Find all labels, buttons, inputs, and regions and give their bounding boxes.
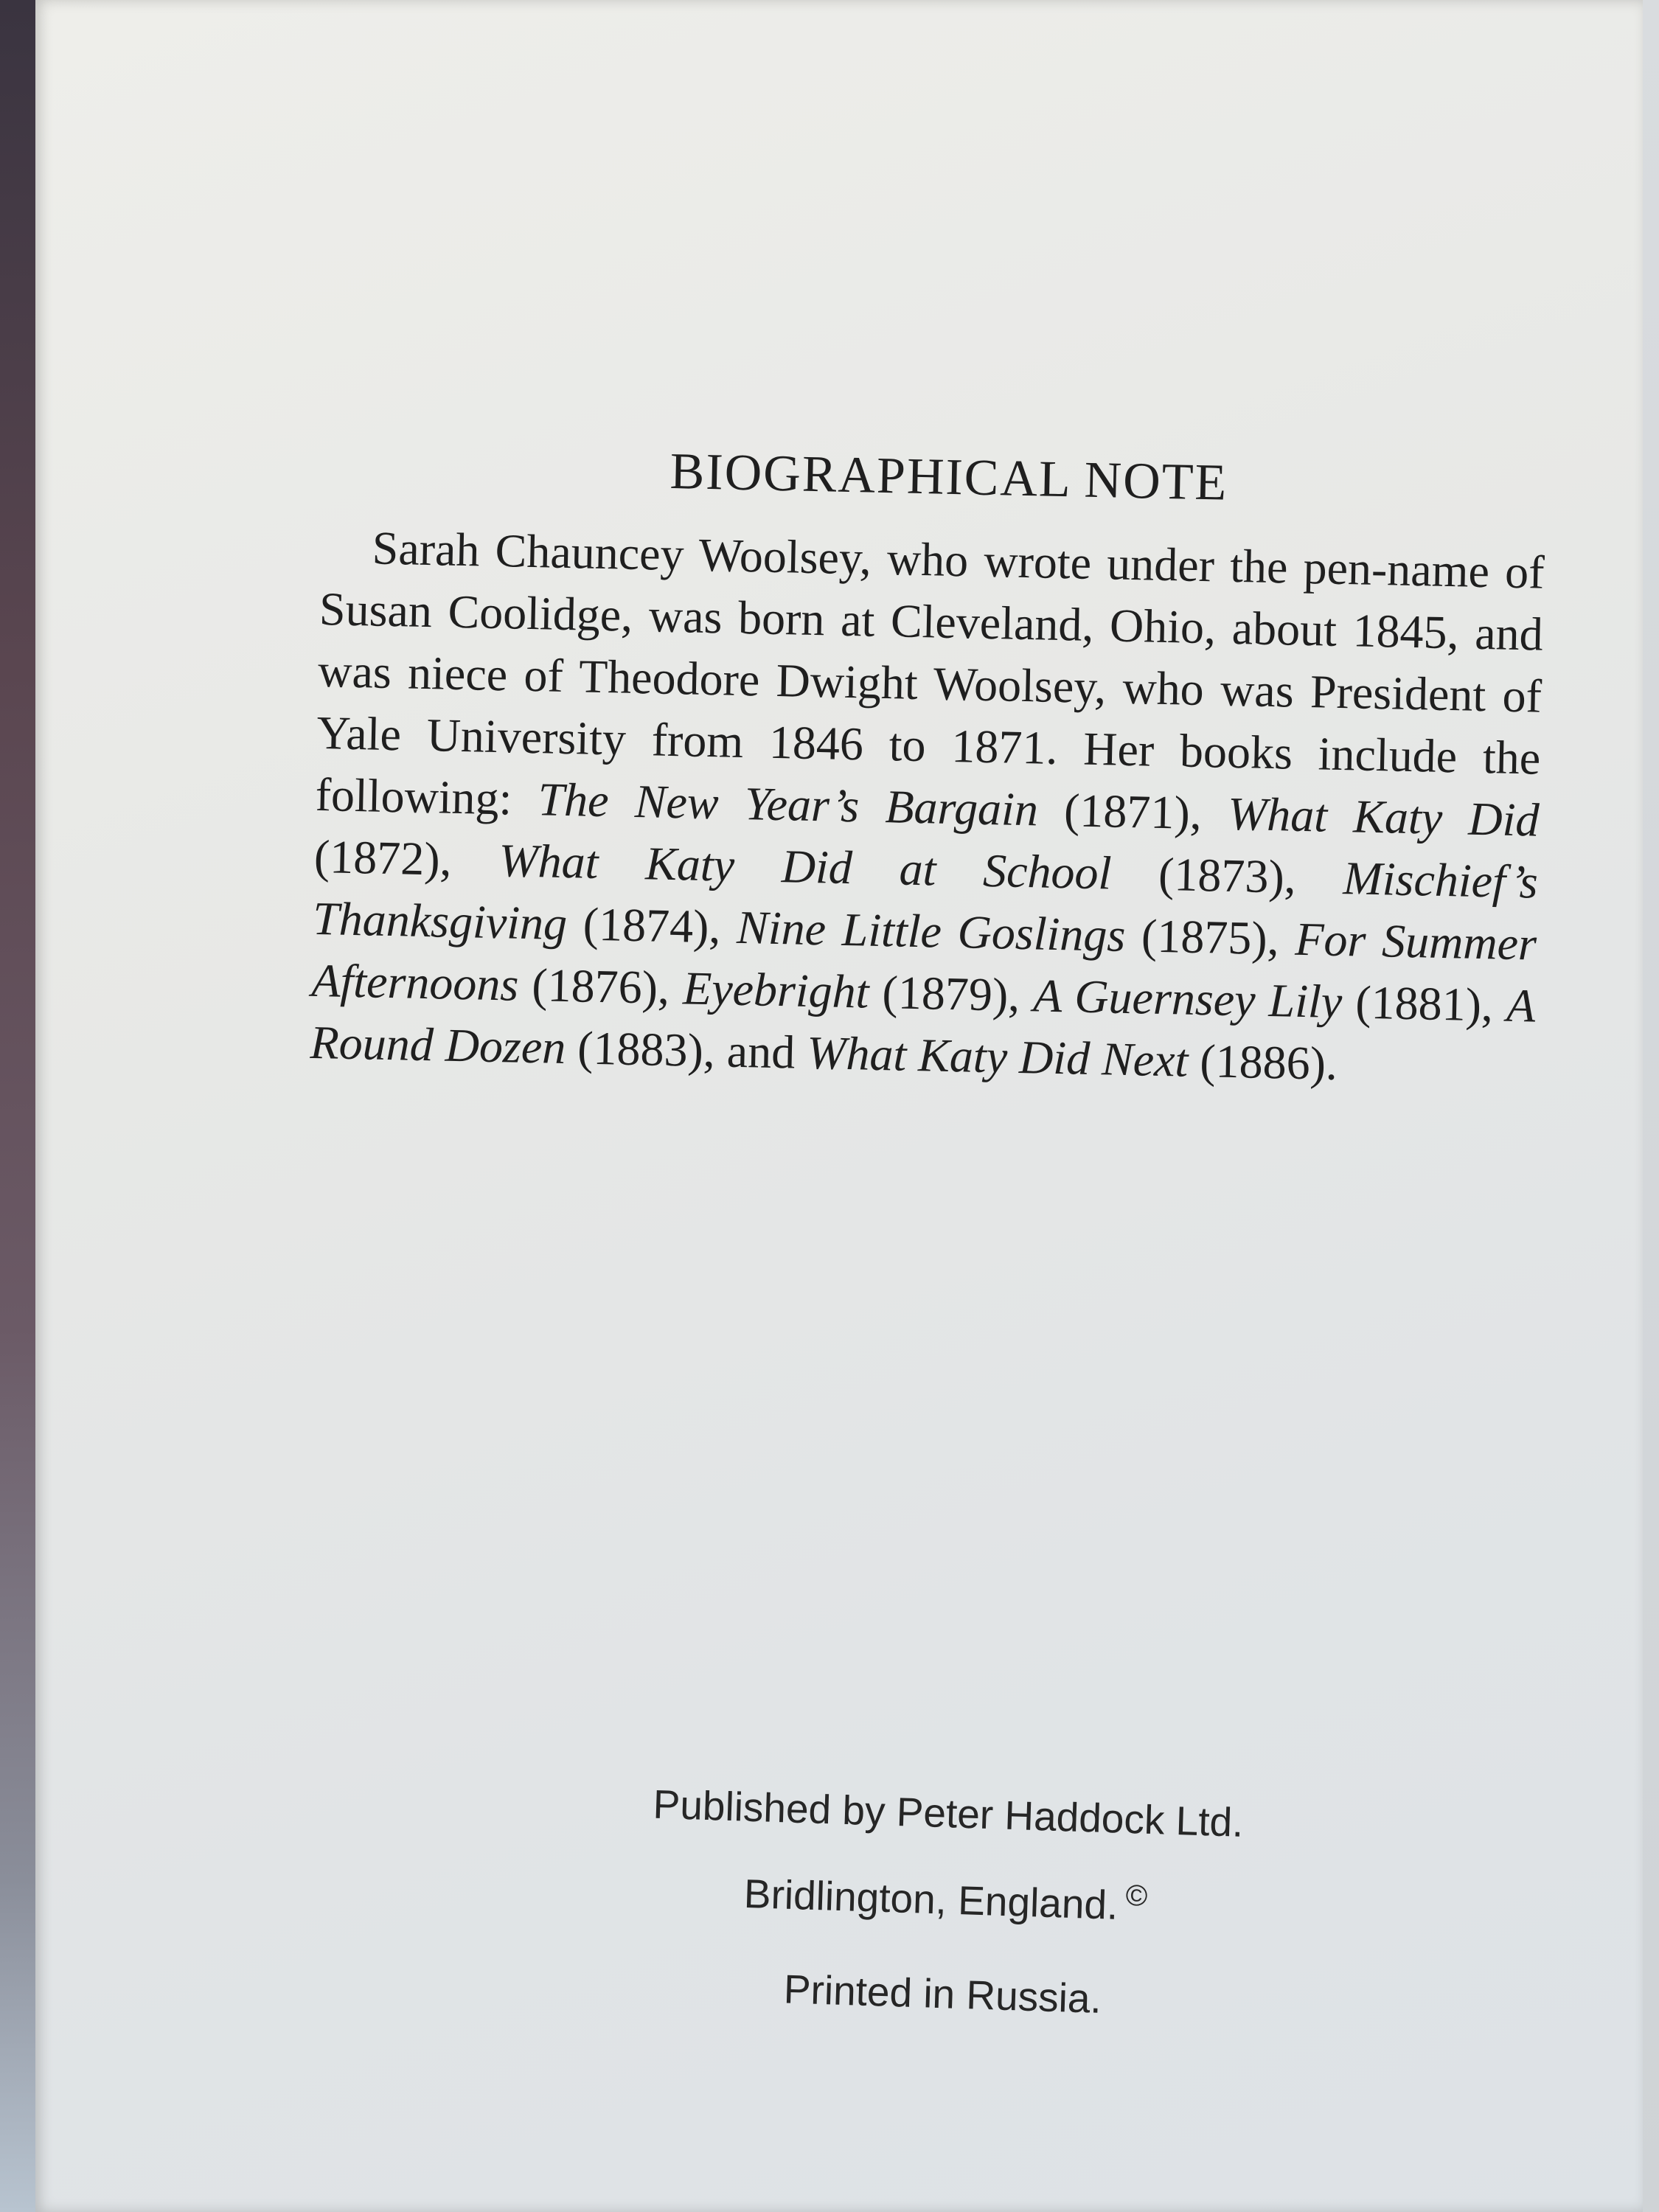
book-separator: , and xyxy=(703,1023,808,1079)
book-separator: , xyxy=(657,961,684,1015)
book-title: A Round Dozen xyxy=(310,978,1536,1074)
biography-intro: Sarah Chauncey Woolsey, who wrote under the pen-name of Susan Coolidge, was born at Cleveland, Ohio, about 1845, and was niece of Theodore Dwight Woolsey, who was President of Yale University from 1846 to 1871. Her books include the following: xyxy=(315,521,1545,826)
book-year: (1883) xyxy=(565,1021,704,1077)
page-heading: BIOGRAPHICAL NOTE xyxy=(669,442,1229,512)
book-year: (1875) xyxy=(1124,908,1268,964)
book-title: Mischief’s Thanksgiving xyxy=(312,852,1539,950)
book-separator: , xyxy=(439,832,500,887)
book-title: What Katy Did at School xyxy=(498,834,1113,900)
book-year: (1872) xyxy=(313,830,441,886)
publisher-imprint xyxy=(536,1762,1354,2045)
biography-paragraph xyxy=(310,516,1545,1099)
publisher-line: Published by Peter Haddock Ltd. xyxy=(652,1781,1245,1846)
book-title: Eyebright xyxy=(682,961,870,1018)
book-separator: , xyxy=(708,900,737,953)
book-year: (1886) xyxy=(1187,1034,1326,1090)
book-title: What Katy Did xyxy=(1227,787,1540,846)
copyright-symbol: © xyxy=(1125,1879,1148,1913)
book-separator: , xyxy=(1284,850,1344,905)
book-year: (1874) xyxy=(566,897,710,953)
book-separator: , xyxy=(1189,786,1228,840)
book-title: For Summer Afternoons xyxy=(310,912,1537,1011)
book-separator: , xyxy=(1266,911,1296,965)
book-year: (1873) xyxy=(1110,846,1285,903)
book-year: (1881) xyxy=(1341,975,1482,1032)
book-title: A Guernsey Lily xyxy=(1032,969,1343,1029)
book-title: What Katy Did Next xyxy=(806,1026,1189,1087)
biographical-note xyxy=(310,435,1547,1099)
location-text: Bridlington, England. xyxy=(743,1870,1119,1928)
book-separator: . xyxy=(1325,1037,1338,1090)
book-year: (1871) xyxy=(1037,783,1191,839)
book-page xyxy=(35,0,1643,2212)
printed-line: Printed in Russia. xyxy=(783,1966,1102,2023)
book-title: Nine Little Goslings xyxy=(736,900,1127,961)
book-year: (1876) xyxy=(518,958,658,1014)
book-year: (1879) xyxy=(868,965,1009,1021)
book-separator: , xyxy=(1007,968,1034,1022)
book-title: The New Year’s Bargain xyxy=(537,773,1039,836)
book-separator: , xyxy=(1481,978,1507,1032)
